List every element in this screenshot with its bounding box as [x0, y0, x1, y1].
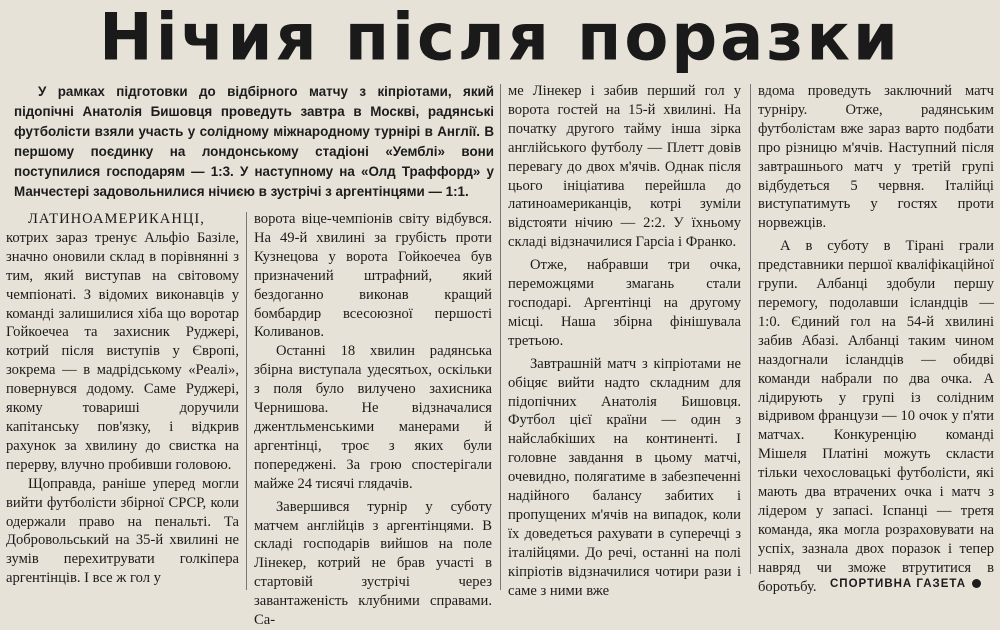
headline: Нічия після поразки: [99, 0, 901, 76]
paragraph-text: котрих зараз тренує Альфіо Базіле, значно оновили склад в порівнянні з тим, який виступав на світовому чемпіонаті. З відомих виконавців у команді залишилися хіба що воротар Гойкоечеа та захисник Руджері, котрий після виступів у Європі, зокрема — в мадрідському «Реалі», повернувся додому. Саме Руджері, якому товариші доручили капітанську пов'язку, і відкрив рахунок за хвилину до свистка на перерву, влучно пробивши головою.: [6, 229, 239, 473]
paragraph: ворота віце-чемпіонів світу відбувся. На 49-й хвилині за грубість проти Кузнецова у ворота Гойкоечеа був призначений штрафний, який бездоганно виконав кращий бомбардир всесоюзної першості Коливанов.: [254, 211, 492, 341]
opening-caps: ЛАТИНОАМЕРИКАНЦІ,: [28, 211, 205, 227]
paragraph: Завтрашній матч з кіпріотами не обіцяє вийти надто складним для підопічних Анатолія Бишовця. Футбол цієї країни — один з найслабкіших на континенті. І головне завдання в цьому матчі, очевидно, полягатиме в забезпеченні надійного балансу забитих і пропущених м'ячів на випадок, коли їх доведеться рахувати в суперечці з італійцями. До речі, останні на полі кіпріотів відзначилися чотири рази і саме з ними вже: [508, 355, 741, 599]
publication-footer: [830, 573, 1000, 595]
lead-paragraph: У рамках підготовки до відбірного матчу з кіпріотами, який підопічні Анатолія Бишовця проведуть завтра в Москві, радянські футболісти взяли участь у солідному міжнародному турнірі в Англії. В першому поєдинку на лондонському стадіоні «Уемблі» вони поступилися господарям — 1:3. У наступному на «Олд Траффорд» у Манчестері задовольнилися нічиєю в зустрічі з аргентінцями — 1:1.: [14, 84, 494, 199]
paragraph: Останні 18 хвилин радянська збірна виступала удесятьох, оскільки з поля було вилучено захисника Чернишова. Не відзначалися джентльменськими манерами й аргентінці, троє з яких були попереджені. За грою спостерігали майже 24 тисячі глядачів.: [254, 343, 492, 492]
publication-name: СПОРТИВНА ГАЗЕТА: [830, 578, 967, 590]
column-divider: [500, 84, 501, 590]
column-4: [758, 82, 994, 596]
bullet-icon: [972, 579, 981, 588]
paragraph: Завершився турнір у суботу матчем англійців з аргентінцями. В складі господарів вийшов на поле Лінекер, котрий не брав участі в стартовій зустрічі через завантаженість клубними справами. Са-: [254, 498, 492, 629]
paragraph: вдома проведуть заключний матч турніру. Отже, радянським футболістам вже зараз варто подбати про різницю м'ячів. Наступний після завтрашнього матч у третій групі відбудеться 5 червня. Італійці виступатимуть у гостях проти норвежців.: [758, 83, 994, 232]
column-1: [6, 210, 239, 588]
paragraph: А в суботу в Тірані грали представники першої кваліфікаційної групи. Албанці здобули першу перемогу, подолавши ісландців — 1:0. Єдиний гол на 54-й хвилині забив Абазі. Албанці таким чином наздогнали ісландців — обидві команди набрали по два очка. А лідирують у групі із солідним відривом французи — 10 очок у п'яти матчах. Конкуренцію команді Мішеля Платіні можуть скласти тільки чехословацькі футболісти, які мають два втрачених очка і матч з лідером у запасі. Іспанці — третя команда, яка могла розраховувати на успіх, зазнала двох поразок і тепер навряд чи зможе втрутитися в боротьбу.: [758, 238, 994, 595]
paragraph: Щоправда, раніше уперед могли вийти футболісти збірної СРСР, коли одержали право на пенальті. Та Добровольський на 35-й хвилині не зумів перехитрувати голкіпера аргентінців. І все ж гол у: [6, 475, 239, 587]
column-2: [254, 210, 492, 630]
column-3: [508, 82, 741, 600]
paragraph: [6, 210, 239, 475]
column-divider: [750, 84, 751, 574]
column-divider: [246, 212, 247, 590]
paragraph: Отже, набравши три очка, переможцями змагань стали господарі. Аргентінці на другому місці. Наша збірна фінішувала третьою.: [508, 257, 741, 349]
paragraph: ме Лінекер і забив перший гол у ворота гостей на 15-й хвилині. На початку другого тайму інша зірка англійського футболу — Плетт довів перевагу до двох м'ячів. Однак після цього ініціатива перейшла до латиноамериканців, котрі зуміли відстояти нічию — 2:2. У їхньому складі відзначилися Гарсіа і Франко.: [508, 83, 741, 251]
